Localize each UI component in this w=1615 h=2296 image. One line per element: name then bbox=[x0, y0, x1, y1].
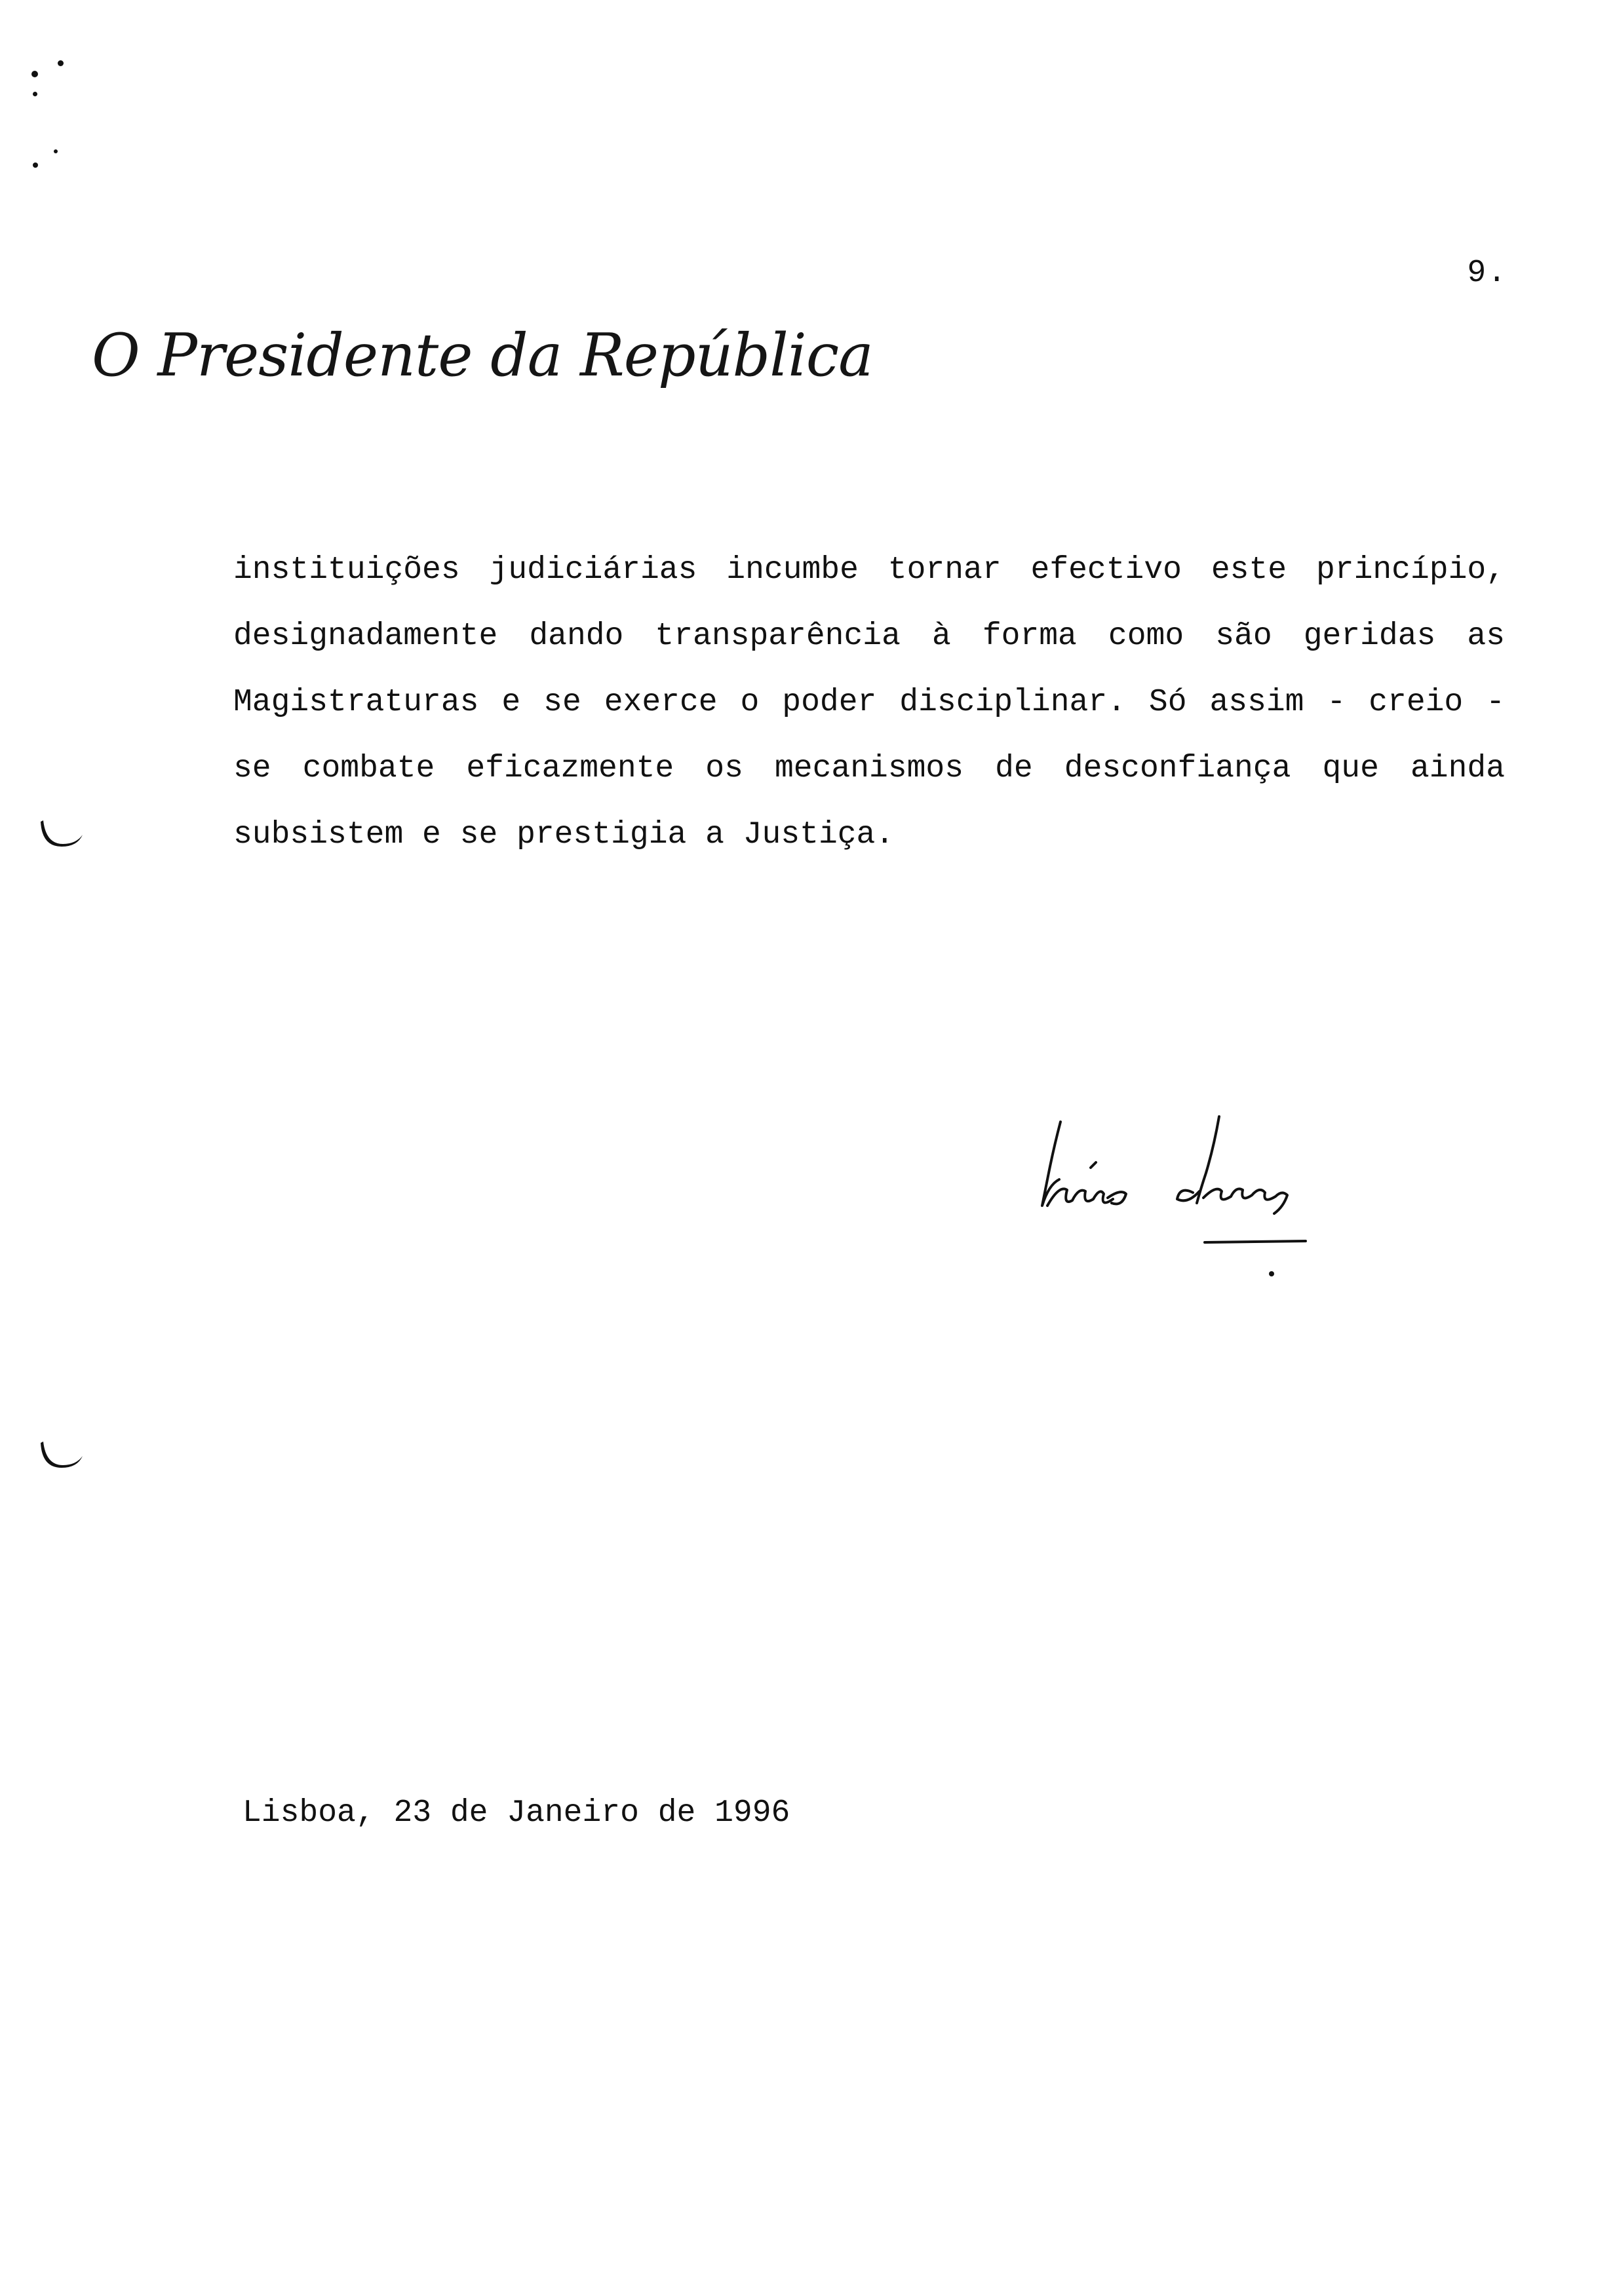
binder-mark-icon bbox=[39, 1439, 85, 1468]
scan-speck bbox=[31, 71, 38, 77]
body-line: Magistraturas e se exerce o poder disciplinar. Só assim - creio - bbox=[233, 685, 1505, 720]
binder-mark-icon bbox=[39, 818, 85, 847]
body-line: se combate eficazmente os mecanismos de desconfiança que ainda bbox=[233, 751, 1505, 786]
scan-speck bbox=[33, 163, 38, 168]
body-line: instituições judiciárias incumbe tornar efectivo este princípio, bbox=[233, 552, 1505, 588]
scan-speck bbox=[33, 92, 37, 96]
scan-speck bbox=[58, 60, 64, 66]
letter-body bbox=[233, 537, 1505, 868]
body-line: subsistem e se prestigia a Justiça. bbox=[233, 817, 895, 852]
signature-icon bbox=[1022, 1107, 1324, 1304]
body-line: designadamente dando transparência à forma como são geridas as bbox=[233, 619, 1505, 654]
page-number: 9. bbox=[1467, 256, 1508, 291]
letterhead-title: O Presidente da República bbox=[92, 321, 873, 390]
place-date-line: Lisboa, 23 de Janeiro de 1996 bbox=[243, 1795, 790, 1831]
scan-speck bbox=[54, 149, 58, 153]
